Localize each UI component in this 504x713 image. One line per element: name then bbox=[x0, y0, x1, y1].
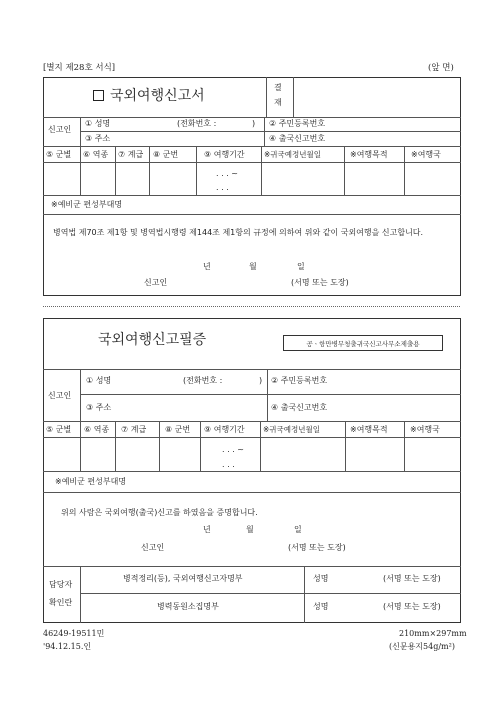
cert-phone-close: ) bbox=[259, 376, 263, 385]
cert-exit-no-label: ④ 출국신고번호 bbox=[271, 403, 328, 412]
grid-line bbox=[43, 369, 461, 370]
rrn-label: ② 주민등록번호 bbox=[269, 119, 326, 128]
cert-col-return-date: ※귀국예정년월일 bbox=[263, 425, 320, 434]
cert-col-purpose: ※여행목적 bbox=[350, 425, 388, 434]
date-year: 년 bbox=[203, 262, 211, 271]
grid-line bbox=[43, 566, 461, 567]
grid-line bbox=[80, 593, 461, 594]
officer-label-2: 확인란 bbox=[49, 598, 73, 607]
grid-line bbox=[80, 394, 461, 395]
grid-line bbox=[43, 492, 461, 493]
col-country: ※여행국 bbox=[411, 150, 441, 159]
grid-line bbox=[159, 421, 160, 471]
checkbox-icon[interactable] bbox=[93, 90, 104, 101]
form-number: [별지 제28호 서식] bbox=[43, 63, 116, 73]
approval-label-1: 결 bbox=[274, 83, 282, 92]
grid-line bbox=[80, 146, 81, 195]
grid-line bbox=[43, 437, 461, 438]
cert-date-month: 월 bbox=[246, 525, 254, 534]
col-return-date: ※귀국예정년월일 bbox=[264, 150, 321, 159]
cert-signer-label: 신고인 bbox=[141, 543, 165, 552]
cert-title: 국외여행신고필증 bbox=[98, 332, 207, 348]
footer-code: 46249-19511민 bbox=[43, 629, 105, 638]
signer-label: 신고인 bbox=[144, 278, 168, 287]
cert-col-service-no: ⑧ 군번 bbox=[165, 425, 191, 434]
report-title-text: 국외여행신고서 bbox=[110, 88, 205, 104]
submission-stamp bbox=[283, 335, 443, 351]
grid-line bbox=[115, 146, 116, 195]
period-fill-1: . . . ~ bbox=[216, 169, 238, 178]
cert-address-label: ③ 주소 bbox=[86, 403, 112, 412]
grid-line bbox=[404, 146, 405, 195]
grid-line bbox=[43, 195, 461, 196]
report-title bbox=[93, 89, 205, 103]
officer-row-1: 병적정리(등), 국외여행신고자명부 bbox=[123, 574, 243, 583]
grid-line bbox=[267, 369, 268, 421]
address-label: ③ 주소 bbox=[85, 134, 111, 143]
grid-line bbox=[80, 131, 461, 132]
cert-col-branch: ⑤ 군별 bbox=[46, 425, 72, 434]
phone-label: (전화번호 : bbox=[177, 119, 217, 128]
cert-statement: 위의 사람은 국외여행(출국)신고를 하였음을 증명합니다. bbox=[61, 508, 258, 517]
phone-close: ) bbox=[252, 119, 256, 128]
grid-line bbox=[196, 146, 197, 195]
paper-type: (신문용지54g/m²) bbox=[389, 642, 455, 651]
grid-line bbox=[261, 146, 262, 195]
date-day: 일 bbox=[297, 262, 305, 271]
reserve-unit-label: ※예비군 편성부대명 bbox=[51, 200, 123, 209]
side-indicator: (앞 면) bbox=[428, 63, 454, 73]
period-fill-2: . . . bbox=[216, 183, 229, 192]
grid-line bbox=[115, 421, 116, 471]
cert-col-travel-period: ⑨ 여행기간 bbox=[204, 425, 245, 434]
cert-period-fill-2: . . . bbox=[222, 460, 235, 469]
reporter-label: 신고인 bbox=[48, 125, 72, 134]
col-purpose: ※여행목적 bbox=[350, 150, 388, 159]
grid-line bbox=[80, 566, 81, 623]
grid-line bbox=[80, 421, 81, 471]
grid-line bbox=[264, 117, 265, 146]
officer-name-label-1: 성명 bbox=[313, 574, 329, 583]
grid-line bbox=[149, 146, 150, 195]
approval-divider-2 bbox=[293, 77, 294, 117]
officer-sign-1: (서명 또는 도장) bbox=[383, 574, 441, 583]
cert-date-year: 년 bbox=[203, 525, 211, 534]
officer-label-1: 담당자 bbox=[49, 580, 73, 589]
grid-line bbox=[43, 471, 461, 472]
approval-label-2: 재 bbox=[274, 98, 282, 107]
grid-line bbox=[304, 566, 305, 623]
col-rank: ⑦ 계급 bbox=[118, 150, 144, 159]
cert-col-country: ※여행국 bbox=[410, 425, 440, 434]
grid-line bbox=[404, 421, 405, 471]
cert-reserve-unit-label: ※예비군 편성부대명 bbox=[55, 477, 127, 486]
cert-date-day: 일 bbox=[294, 525, 302, 534]
grid-line bbox=[260, 421, 261, 471]
col-branch: ⑤ 군별 bbox=[46, 150, 72, 159]
grid-line bbox=[43, 214, 461, 215]
officer-name-label-2: 성명 bbox=[313, 602, 329, 611]
grid-line bbox=[43, 162, 461, 163]
officer-row-2: 병력동원소집명부 bbox=[157, 602, 219, 611]
cert-col-service-type: ⑥ 역종 bbox=[84, 425, 110, 434]
cert-name-label: ① 성명 bbox=[86, 376, 112, 385]
officer-sign-2: (서명 또는 도장) bbox=[383, 602, 441, 611]
grid-line bbox=[200, 421, 201, 471]
grid-line bbox=[43, 421, 461, 422]
name-label: ① 성명 bbox=[85, 119, 111, 128]
cert-reporter-label: 신고인 bbox=[48, 391, 72, 400]
grid-line bbox=[43, 146, 461, 147]
cert-col-rank: ⑦ 계급 bbox=[121, 425, 147, 434]
approval-divider bbox=[266, 77, 267, 117]
exit-no-label: ④ 출국신고번호 bbox=[269, 134, 326, 143]
grid-line bbox=[80, 117, 81, 146]
paper-size: 210mm×297mm bbox=[399, 629, 467, 638]
col-service-no: ⑧ 군번 bbox=[153, 150, 179, 159]
submission-stamp-text: 공ㆍ항만병무청출귀국신고사무소제출용 bbox=[306, 339, 420, 348]
cut-line bbox=[43, 306, 460, 307]
grid-line bbox=[345, 421, 346, 471]
grid-line bbox=[80, 369, 81, 421]
cert-period-fill-1: . . . ~ bbox=[222, 445, 244, 454]
grid-line bbox=[344, 146, 345, 195]
date-month: 월 bbox=[249, 262, 257, 271]
grid-line bbox=[43, 117, 461, 118]
col-service-type: ⑥ 역종 bbox=[83, 150, 109, 159]
sign-or-seal: (서명 또는 도장) bbox=[291, 278, 349, 287]
cert-phone-label: (전화번호 : bbox=[183, 376, 223, 385]
report-statement: 병역법 제70조 제1항 및 병역법시행령 제144조 제1항의 규정에 의하여 위와 같이 국외여행을 신고합니다. bbox=[53, 228, 424, 237]
col-travel-period: ⑨ 여행기간 bbox=[204, 150, 245, 159]
cert-sign-or-seal: (서명 또는 도장) bbox=[288, 543, 346, 552]
cert-rrn-label: ② 주민등록번호 bbox=[271, 376, 328, 385]
footer-date: '94.12.15.인 bbox=[43, 642, 92, 651]
